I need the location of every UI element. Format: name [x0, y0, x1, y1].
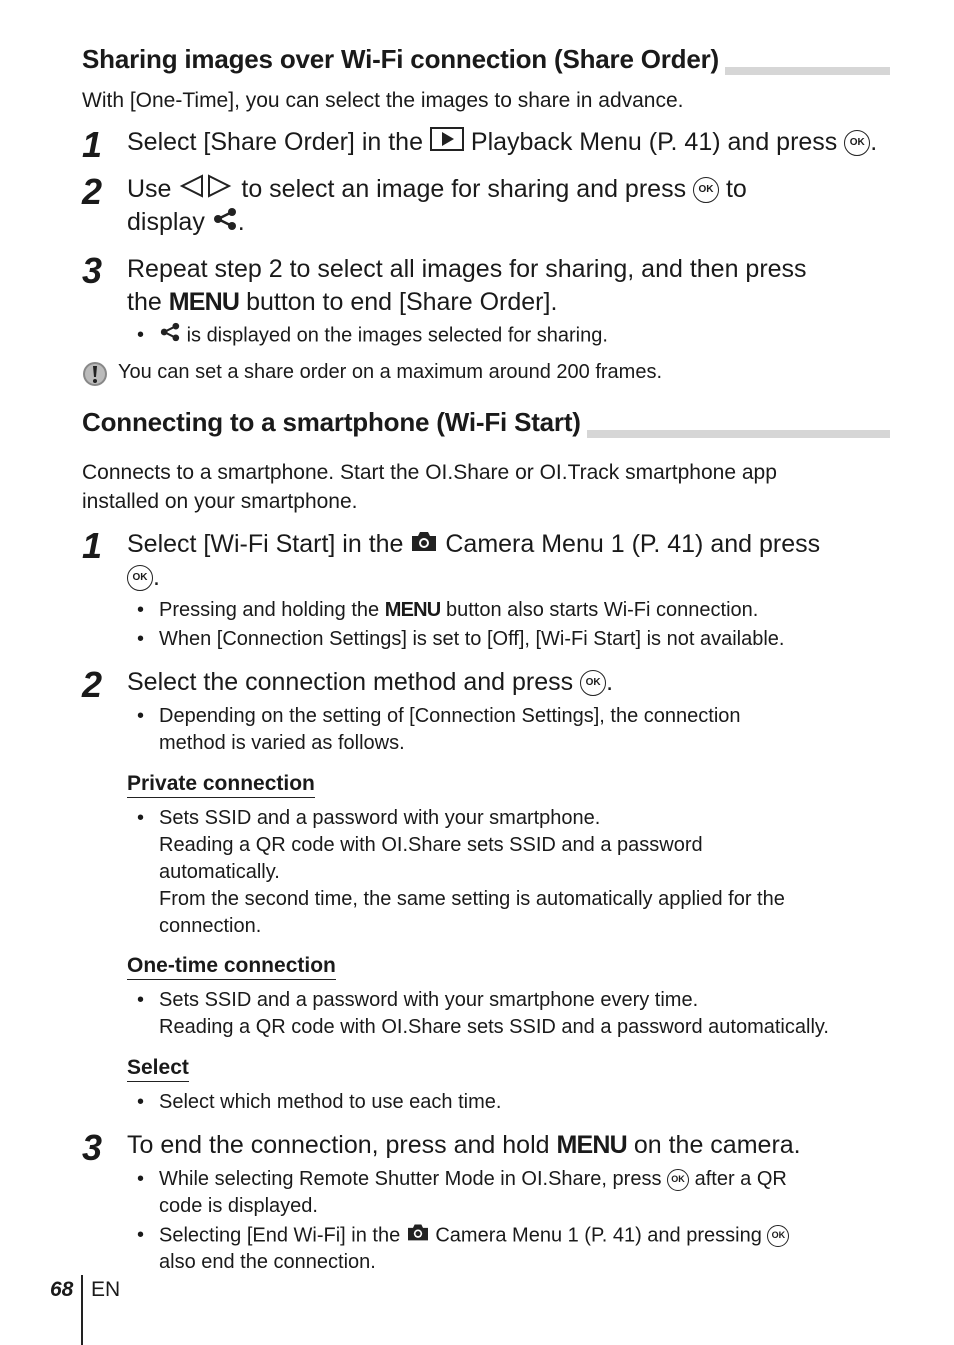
step-number: 3 [82, 1127, 103, 1168]
bullet-text-line: Reading a QR code with OI.Share sets SSID and a password automatically. [159, 1016, 829, 1038]
step-text: Select [Share Order] in the Playback Menu (P. 41) and press OK . [127, 126, 877, 160]
bullet-text: While selecting Remote Shutter Mode in OI.Share, press OK after a QR [159, 1168, 787, 1190]
share-icon [212, 207, 238, 240]
bullet-text: Sets SSID and a password with your smartphone. [159, 807, 601, 829]
camera-icon [406, 1222, 430, 1250]
step-text-line2: OK . [127, 561, 160, 594]
bullet: • [137, 628, 145, 650]
step-text: Select the connection method and press OK . [127, 668, 614, 696]
ok-button-icon: OK [767, 1225, 789, 1247]
bullet-text-line: automatically. [159, 861, 280, 883]
bullet-text: Pressing and holding the MENU button also starts Wi-Fi connection. [159, 599, 759, 621]
step-text: Select [Wi-Fi Start] in the Camera Menu 1 (P. 41) and press [127, 528, 820, 562]
section-title: Connecting to a smartphone (Wi-Fi Start) [82, 407, 587, 438]
step-text: Use to select an image for sharing and press OK to [127, 173, 747, 207]
ok-button-icon: OK [127, 565, 153, 591]
section-title: Sharing images over Wi-Fi connection (Share Order) [82, 44, 725, 75]
menu-button-label: MENU [384, 599, 441, 621]
share-icon [159, 322, 181, 350]
bullet-text-line: Reading a QR code with OI.Share sets SSID and a password [159, 834, 703, 856]
bullet: • [137, 807, 145, 829]
intro-text: Connects to a smartphone. Start the OI.Share or OI.Track smartphone app [82, 461, 777, 484]
step-number: 2 [82, 664, 103, 705]
menu-button-label: MENU [168, 288, 240, 316]
step-number: 3 [82, 250, 103, 291]
bullet-text: Selecting [End Wi-Fi] in the Camera Menu 1 (P. 41) and pressing OK [159, 1222, 789, 1250]
bullet: • [137, 989, 145, 1011]
bullet: • [137, 1091, 145, 1113]
bullet: • [137, 705, 145, 727]
intro-text-line2: installed on your smartphone. [82, 490, 358, 513]
ok-button-icon: OK [844, 130, 870, 156]
bullet-text-line2: code is displayed. [159, 1195, 318, 1217]
left-right-arrows-icon [178, 174, 234, 207]
bullet-text: is displayed on the images selected for sharing. [159, 322, 608, 350]
caution-icon [82, 361, 108, 392]
camera-icon [410, 529, 438, 562]
step-number: 1 [82, 525, 103, 566]
step-text: Repeat step 2 to select all images for sharing, and then press [127, 255, 807, 283]
bullet-text-line: From the second time, the same setting is automatically applied for the [159, 888, 785, 910]
step-text: To end the connection, press and hold MENU on the camera. [127, 1131, 801, 1159]
ok-button-icon: OK [667, 1169, 689, 1191]
step-number: 1 [82, 124, 103, 165]
intro-text: With [One-Time], you can select the images to share in advance. [82, 89, 684, 112]
ok-button-icon: OK [580, 670, 606, 696]
playback-icon [430, 127, 464, 160]
bullet-text-line: connection. [159, 915, 262, 937]
bullet: • [137, 324, 145, 346]
step-text-line2: the MENU button to end [Share Order]. [127, 288, 558, 316]
bullet: • [137, 1168, 145, 1190]
step-number: 2 [82, 171, 103, 212]
note-text: You can set a share order on a maximum around 200 frames. [118, 361, 663, 383]
footer-divider [81, 1275, 83, 1345]
step-text-line2: display . [127, 206, 245, 240]
bullet-text: Select which method to use each time. [159, 1091, 502, 1113]
bullet-text: Sets SSID and a password with your smartphone every time. [159, 989, 699, 1011]
menu-button-label: MENU [556, 1131, 627, 1159]
language-label: EN [91, 1278, 121, 1301]
bullet-text-line2: method is varied as follows. [159, 732, 405, 754]
ok-button-icon: OK [693, 177, 719, 203]
bullet-text-line2: also end the connection. [159, 1251, 376, 1273]
bullet: • [137, 599, 145, 621]
bullet: • [137, 1224, 145, 1246]
subsection-title: Select [127, 1056, 189, 1082]
bullet-text: When [Connection Settings] is set to [Off], [Wi-Fi Start] is not available. [159, 628, 785, 650]
page-number: 68 [50, 1278, 74, 1301]
bullet-text: Depending on the setting of [Connection Settings], the connection [159, 705, 741, 727]
subsection-title: One-time connection [127, 954, 336, 980]
subsection-title: Private connection [127, 772, 315, 798]
